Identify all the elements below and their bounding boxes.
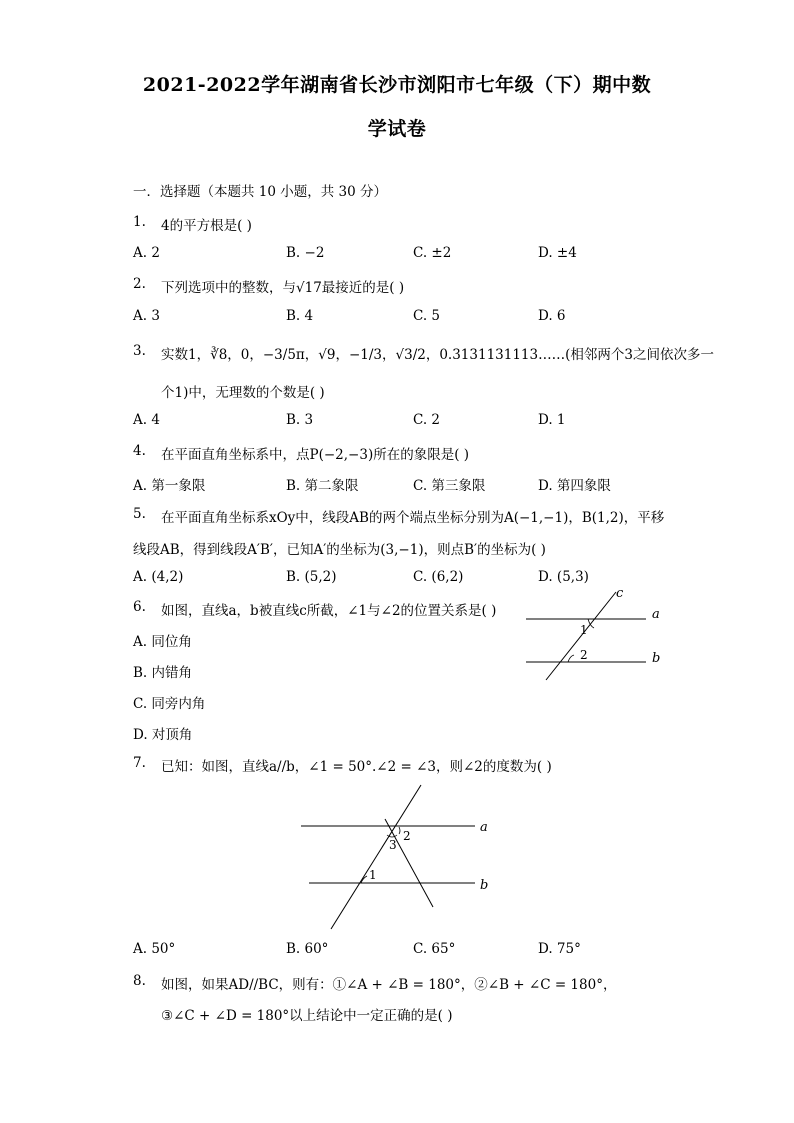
q5-text: 在平面直角坐标系xOy中，线段AB的两个端点坐标分别为A(−1,−1)，B(1,2)，平移 bbox=[161, 510, 665, 526]
q7-number: 7. bbox=[133, 755, 146, 771]
exam-title-line1: 2021-2022学年湖南省长沙市浏阳市七年级（下）期中数 bbox=[142, 74, 652, 96]
q6-number: 6. bbox=[133, 599, 146, 615]
q3-option-a: A. 4 bbox=[133, 412, 160, 428]
q6-label-b: b bbox=[652, 651, 661, 666]
q7-text: 已知：如图，直线a//b，∠1 = 50°.∠2 = ∠3，则∠2的度数为( ) bbox=[161, 759, 552, 775]
q7-label-b: b bbox=[480, 878, 489, 893]
q5-option-d: D. (5,3) bbox=[538, 569, 589, 585]
q4-option-c: C. 第三象限 bbox=[413, 478, 486, 494]
q3-option-d: D. 1 bbox=[538, 412, 566, 428]
exam-title-line2: 学试卷 bbox=[367, 118, 427, 140]
q1-text: 4的平方根是( ) bbox=[161, 218, 252, 234]
q8-text: 如图，如果AD//BC，则有：①∠A + ∠B = 180°，②∠B + ∠C = 180°， bbox=[161, 977, 617, 993]
q1-option-b: B. −2 bbox=[286, 245, 325, 261]
q5-option-c: C. (6,2) bbox=[413, 569, 464, 585]
q1-number: 1. bbox=[133, 214, 146, 230]
section-heading: 一．选择题（本题共 10 小题，共 30 分） bbox=[133, 184, 388, 200]
q7-figure bbox=[295, 783, 505, 933]
q2-number: 2. bbox=[133, 276, 146, 292]
q6-option-a: A. 同位角 bbox=[133, 634, 192, 650]
q1-option-d: D. ±4 bbox=[538, 245, 577, 261]
q7-label-angle2: 2 bbox=[403, 829, 411, 843]
q5-text-continued: 线段AB，得到线段A′B′，已知A′的坐标为(3,−1)，则点B′的坐标为( ) bbox=[133, 542, 546, 558]
q4-option-a: A. 第一象限 bbox=[133, 478, 206, 494]
q3-option-c: C. 2 bbox=[413, 412, 441, 428]
q6-text: 如图，直线a，b被直线c所截，∠1与∠2的位置关系是( ) bbox=[161, 603, 497, 619]
q3-number: 3. bbox=[133, 343, 146, 359]
q6-option-b: B. 内错角 bbox=[133, 665, 193, 681]
q7-option-d: D. 75° bbox=[538, 941, 581, 957]
q6-label-angle1: 1 bbox=[580, 623, 588, 637]
q3-text-continued: 个1)中，无理数的个数是( ) bbox=[161, 385, 325, 401]
q6-figure bbox=[518, 584, 668, 684]
q2-option-b: B. 4 bbox=[286, 308, 314, 324]
q4-text: 在平面直角坐标系中，点P(−2,−3)所在的象限是( ) bbox=[161, 447, 470, 463]
q6-option-c: C. 同旁内角 bbox=[133, 696, 206, 712]
q3-text: 实数1，∛8，0，−3/5π，√9，−1/3，√3/2，0.3131131113……(相邻两个3之间依次多一 bbox=[161, 347, 714, 363]
q7-angle2-arc bbox=[399, 827, 400, 834]
q6-label-c: c bbox=[616, 586, 624, 601]
q6-label-angle2: 2 bbox=[580, 648, 588, 662]
q2-option-d: D. 6 bbox=[538, 308, 566, 324]
q4-option-b: B. 第二象限 bbox=[286, 478, 359, 494]
q6-option-d: D. 对顶角 bbox=[133, 727, 193, 743]
q7-label-a: a bbox=[480, 820, 488, 835]
q5-option-a: A. (4,2) bbox=[133, 569, 184, 585]
q7-label-angle1: 1 bbox=[369, 868, 377, 882]
q4-option-d: D. 第四象限 bbox=[538, 478, 611, 494]
q7-option-c: C. 65° bbox=[413, 941, 456, 957]
q1-option-c: C. ±2 bbox=[413, 245, 452, 261]
q5-number: 5. bbox=[133, 506, 146, 522]
q1-option-a: A. 2 bbox=[133, 245, 160, 261]
q2-text: 下列选项中的整数，与√17最接近的是( ) bbox=[161, 280, 405, 296]
q2-option-c: C. 5 bbox=[413, 308, 441, 324]
q3-option-b: B. 3 bbox=[286, 412, 314, 428]
q5-option-b: B. (5,2) bbox=[286, 569, 337, 585]
q8-number: 8. bbox=[133, 973, 146, 989]
q4-number: 4. bbox=[133, 443, 146, 459]
q7-option-a: A. 50° bbox=[133, 941, 176, 957]
q6-label-a: a bbox=[652, 607, 660, 622]
q7-transversal-1 bbox=[331, 785, 421, 929]
q8-text-continued: ③∠C + ∠D = 180°以上结论中一定正确的是( ) bbox=[161, 1008, 453, 1024]
q7-option-b: B. 60° bbox=[286, 941, 329, 957]
q6-angle2-arc bbox=[568, 655, 574, 662]
q2-option-a: A. 3 bbox=[133, 308, 160, 324]
q7-label-angle3: 3 bbox=[389, 838, 397, 852]
